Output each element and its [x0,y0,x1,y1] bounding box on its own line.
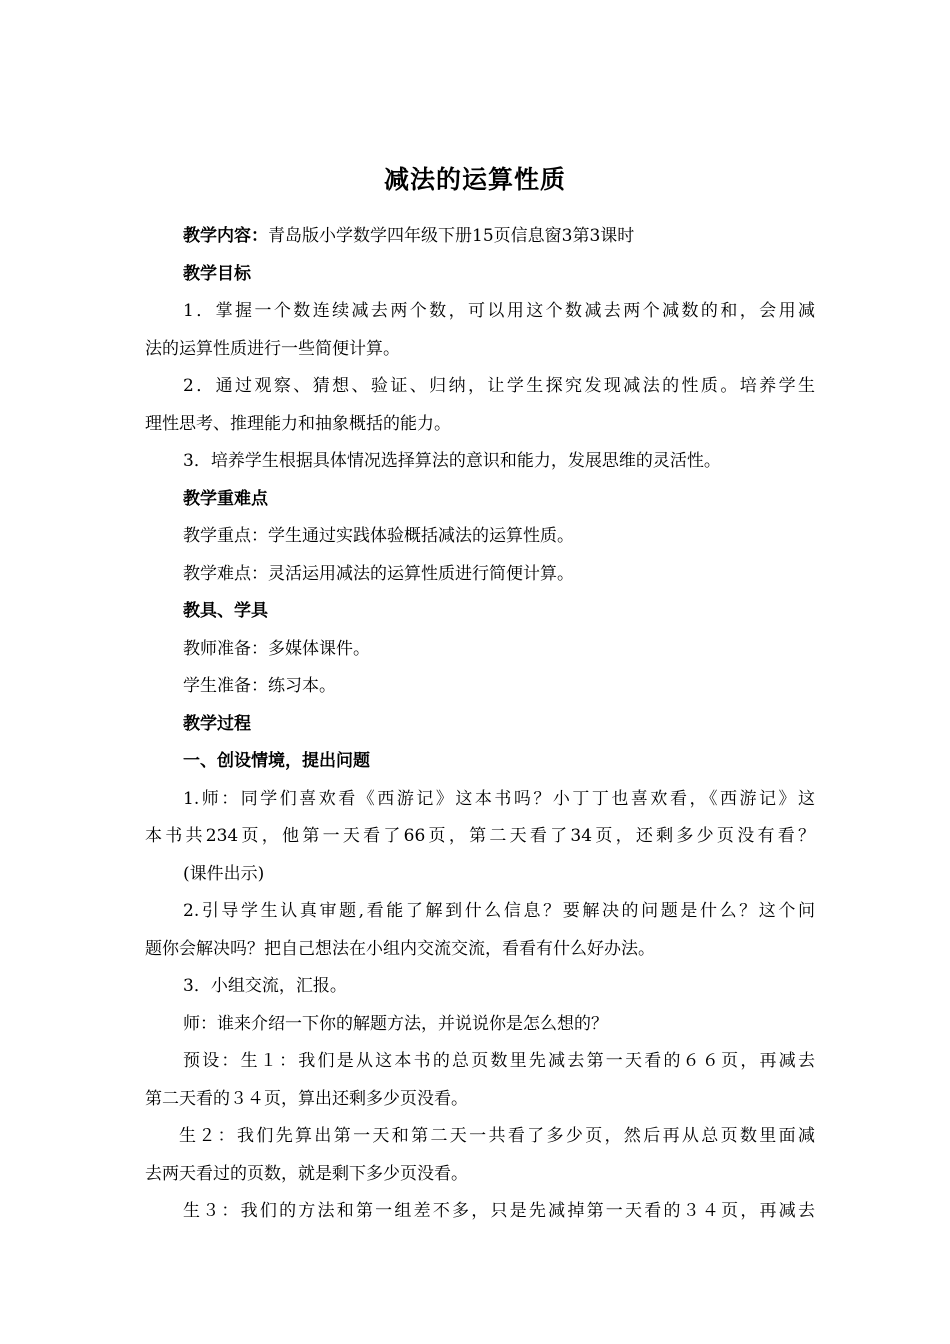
heading-key-difficult-points: 教学重难点 [183,488,268,509]
heading-teaching-goals: 教学目标 [183,263,251,284]
heading-section-one: 一、创设情境，提出问题 [183,751,370,771]
paragraph-line: 生３：我们的方法和第一组差不多，只是先减掉第一天看的３４页，再减去 [183,1201,815,1221]
paragraph-line: 理性思考、推理能力和抽象概括的能力。 [145,413,451,434]
paragraph-line: 法的运算性质进行一些简便计算。 [145,338,400,359]
paragraph-line: 预设：生１：我们是从这本书的总页数里先减去第一天看的６６页，再减去 [183,1051,815,1071]
paragraph-line: 第二天看的３４页，算出还剩多少页没看。 [145,1088,468,1109]
paragraph-line: 3．培养学生根据具体情况选择算法的意识和能力，发展思维的灵活性。 [183,451,721,471]
paragraph-line: 学生准备：练习本。 [183,676,336,696]
paragraph-line: 教学难点：灵活运用减法的运算性质进行简便计算。 [183,563,574,584]
heading-teaching-aids: 教具、学具 [183,601,268,621]
paragraph-line: 教学重点：学生通过实践体验概括减法的运算性质。 [183,526,574,546]
paragraph-line: 3．小组交流，汇报。 [183,976,347,996]
paragraph-line: (课件出示) [183,863,265,884]
paragraph-line: 题你会解决吗？把自己想法在小组内交流交流，看看有什么好办法。 [145,938,655,959]
document-title: 减法的运算性质 [383,165,566,194]
paragraph-line: 2．通过观察、猜想、验证、归纳，让学生探究发现减法的性质。培养学生 [183,376,815,396]
paragraph-teaching-content [145,218,815,256]
paragraph-line: 去两天看过的页数，就是剩下多少页没看。 [145,1163,468,1184]
label-teaching-content: 教学内容： [183,226,268,246]
text-teaching-content: 青岛版小学数学四年级下册15页信息窗3第3课时 [268,226,635,246]
paragraph-line: 本书共234页，他第一天看了66页，第二天看了34页，还剩多少页没有看？ [145,826,815,846]
paragraph-line: 教师准备：多媒体课件。 [183,638,370,659]
paragraph-line: 2.引导学生认真审题,看能了解到什么信息？要解决的问题是什么？这个问 [183,901,815,921]
paragraph-line: 生２：我们先算出第一天和第二天一共看了多少页，然后再从总页数里面减 [179,1126,815,1146]
heading-teaching-process: 教学过程 [183,713,251,734]
document-body [145,218,815,1231]
paragraph-line: 1．掌握一个数连续减去两个数，可以用这个数减去两个减数的和，会用减 [183,301,815,321]
paragraph-line: 师：谁来介绍一下你的解题方法，并说说你是怎么想的？ [183,1013,608,1034]
paragraph-line: 1.师：同学们喜欢看《西游记》这本书吗？小丁丁也喜欢看，《西游记》这 [183,788,815,809]
